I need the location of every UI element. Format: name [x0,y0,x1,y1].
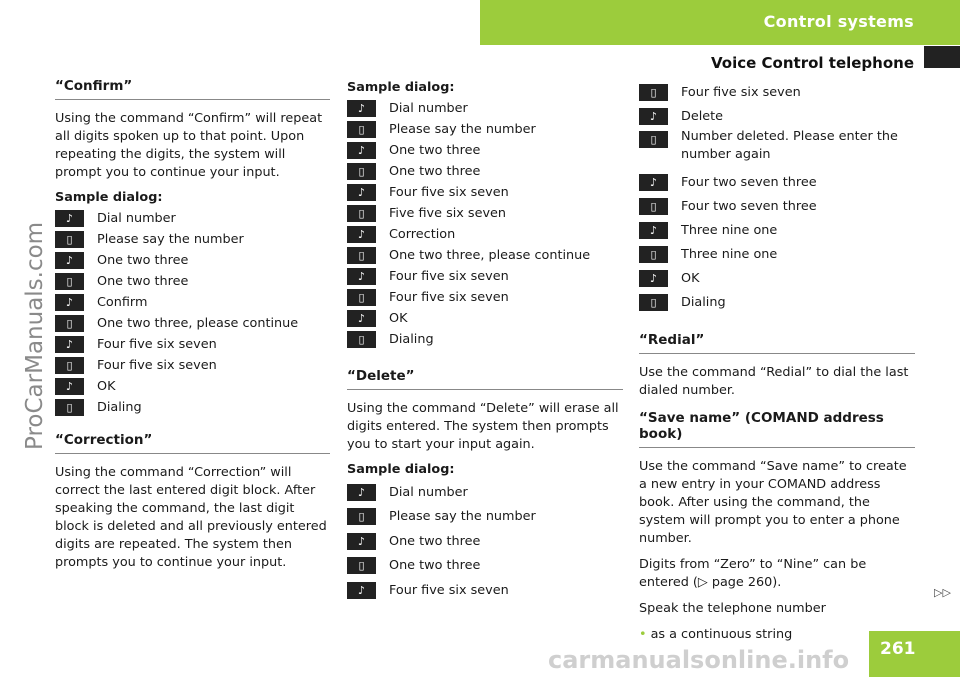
dialog-text: Dial number [389,484,468,500]
dialog-row [347,554,623,579]
dialog-text: OK [681,270,700,286]
dialog-row [639,104,915,128]
system-voice-icon: ▯ [347,247,376,264]
dialog-text: Five five six seven [389,206,507,221]
dialog-row [55,292,330,313]
speaking-person-icon: ♪ [347,184,376,201]
column-left [55,78,330,580]
continue-arrows-icon: ▷▷ [934,586,951,599]
save-name-text-3: Speak the telephone number [639,601,826,616]
confirm-sample-label: Sample dialog: [55,190,163,205]
dialog-text: Three nine one [681,222,778,238]
dialog-text: Confirm [97,295,148,310]
dialog-row [347,308,623,329]
correction-heading: “Correction” [55,432,330,454]
speaking-person-icon: ♪ [639,222,668,239]
speaking-person-icon: ♪ [347,533,376,550]
dialog-text: Four five six seven [389,290,509,305]
dialog-text: Dialing [389,332,434,347]
speaking-person-icon: ♪ [347,226,376,243]
dialog-text: OK [97,379,116,394]
dialog-text: Three nine one [681,246,778,262]
subsection-title: Voice Control telephone [711,54,914,72]
dialog-row [347,480,623,505]
dialog-text: Number deleted. Please enter the number again [681,129,898,162]
dialog-text: Dial number [97,211,176,226]
save-name-text-2: Digits from “Zero” to “Nine” can be entered (▷ page 260). [639,557,867,590]
dialog-row [55,313,330,334]
correction-dialog [347,98,623,350]
dialog-text: One two three, please continue [97,316,299,331]
dialog-text: Four five six seven [97,358,217,373]
system-voice-icon: ▯ [55,399,84,416]
dialog-text: One two three [97,253,189,268]
dialog-row [639,80,915,104]
system-voice-icon: ▯ [347,557,376,574]
page-number: 261 [880,639,916,659]
dialog-row [347,161,623,182]
system-voice-icon: ▯ [639,198,668,215]
dialog-row [347,266,623,287]
speaking-person-icon: ♪ [347,100,376,117]
speaking-person-icon: ♪ [55,210,84,227]
dialog-row [347,287,623,308]
speaking-person-icon: ♪ [55,378,84,395]
confirm-dialog [55,208,330,418]
side-watermark: ProCarManuals.com [22,221,48,450]
save-name-text-1: Use the command “Save name” to create a new entry in your COMAND address book. After using the command, the system will prompt you to enter a phone number. [639,459,907,546]
dialog-text: Dial number [389,101,468,116]
speaking-person-icon: ♪ [639,108,668,125]
speaking-person-icon: ♪ [639,174,668,191]
header-corner-block [924,46,960,68]
dialog-row [347,182,623,203]
dialog-text: One two three [97,274,189,289]
dialog-row [55,229,330,250]
system-voice-icon: ▯ [55,231,84,248]
system-voice-icon: ▯ [347,205,376,222]
bottom-watermark: carmanualsonline.info [548,646,850,674]
dialog-text: One two three [389,533,481,549]
redial-text: Use the command “Redial” to dial the last dialed number. [639,365,909,398]
dialog-text: Dialing [97,400,142,415]
system-voice-icon: ▯ [347,121,376,138]
system-voice-icon: ▯ [347,331,376,348]
dialog-text: Delete [681,108,724,124]
dialog-row [55,271,330,292]
dialog-row [639,218,915,242]
dialog-row [55,250,330,271]
dialog-text: Correction [389,227,456,242]
system-voice-icon: ▯ [55,357,84,374]
dialog-text: Dialing [681,294,726,310]
system-voice-icon: ▯ [55,273,84,290]
speaking-person-icon: ♪ [639,270,668,287]
column-right [639,80,915,644]
delete-text: Using the command “Delete” will erase all digits entered. The system then prompts you to start your input again. [347,401,619,452]
dialog-row [347,119,623,140]
dialog-row [347,245,623,266]
speaking-person-icon: ♪ [55,336,84,353]
save-name-heading: “Save name” (COMAND address book) [639,410,915,448]
speaking-person-icon: ♪ [55,294,84,311]
dialog-row [347,529,623,554]
redial-heading: “Redial” [639,332,915,354]
dialog-text: One two three, please continue [389,248,591,263]
dialog-text: Four five six seven [681,84,801,100]
dialog-row [639,170,915,194]
dialog-text: Four two seven three [681,198,817,214]
system-voice-icon: ▯ [55,315,84,332]
dialog-row [55,376,330,397]
dialog-text: Please say the number [97,232,244,247]
system-voice-icon: ▯ [639,131,668,148]
dialog-text: OK [389,311,408,326]
delete-dialog-part2 [639,80,915,314]
speaking-person-icon: ♪ [347,484,376,501]
system-voice-icon: ▯ [347,163,376,180]
correction-text: Using the command “Correction” will correct the last entered digit block. After speaking the command, the last digit block is deleted and all previously entered digits are repeated. The system then prompts you to continue your input. [55,465,327,570]
speaking-person-icon: ♪ [347,310,376,327]
dialog-row [639,128,915,170]
delete-dialog-part1 [347,480,623,603]
dialog-row [55,334,330,355]
system-voice-icon: ▯ [347,289,376,306]
system-voice-icon: ▯ [639,294,668,311]
system-voice-icon: ▯ [639,246,668,263]
speaking-person-icon: ♪ [347,268,376,285]
dialog-text: Four five six seven [389,185,509,200]
dialog-row [347,329,623,350]
dialog-text: Please say the number [389,122,536,137]
dialog-row [55,397,330,418]
bullet-text: as a continuous string [650,627,793,642]
column-middle [347,80,623,613]
dialog-row [55,355,330,376]
dialog-row [347,98,623,119]
speaking-person-icon: ♪ [347,142,376,159]
dialog-text: Four five six seven [389,269,509,284]
dialog-row [347,578,623,603]
speaking-person-icon: ♪ [347,582,376,599]
confirm-heading: “Confirm” [55,78,330,100]
dialog-text: One two three [389,558,481,574]
system-voice-icon: ▯ [347,508,376,525]
delete-heading: “Delete” [347,368,623,390]
dialog-row [347,203,623,224]
dialog-row [639,266,915,290]
dialog-text: Four two seven three [681,174,817,190]
system-voice-icon: ▯ [639,84,668,101]
dialog-row [347,505,623,530]
dialog-text: One two three [389,143,481,158]
correction-sample-label: Sample dialog: [347,80,455,95]
dialog-text: Four five six seven [389,582,509,598]
delete-sample-label: Sample dialog: [347,462,455,477]
dialog-row [639,194,915,218]
bullet-icon: • [639,627,647,642]
dialog-row [639,290,915,314]
dialog-row [639,242,915,266]
dialog-row [347,224,623,245]
dialog-text: Four five six seven [97,337,217,352]
speaking-person-icon: ♪ [55,252,84,269]
section-title: Control systems [763,12,914,31]
dialog-row [55,208,330,229]
dialog-text: Please say the number [389,509,536,525]
dialog-row [347,140,623,161]
confirm-text: Using the command “Confirm” will repeat all digits spoken up to that point. Upon repeating the digits, the system will prompt you to continue your input. [55,111,323,180]
dialog-text: One two three [389,164,481,179]
